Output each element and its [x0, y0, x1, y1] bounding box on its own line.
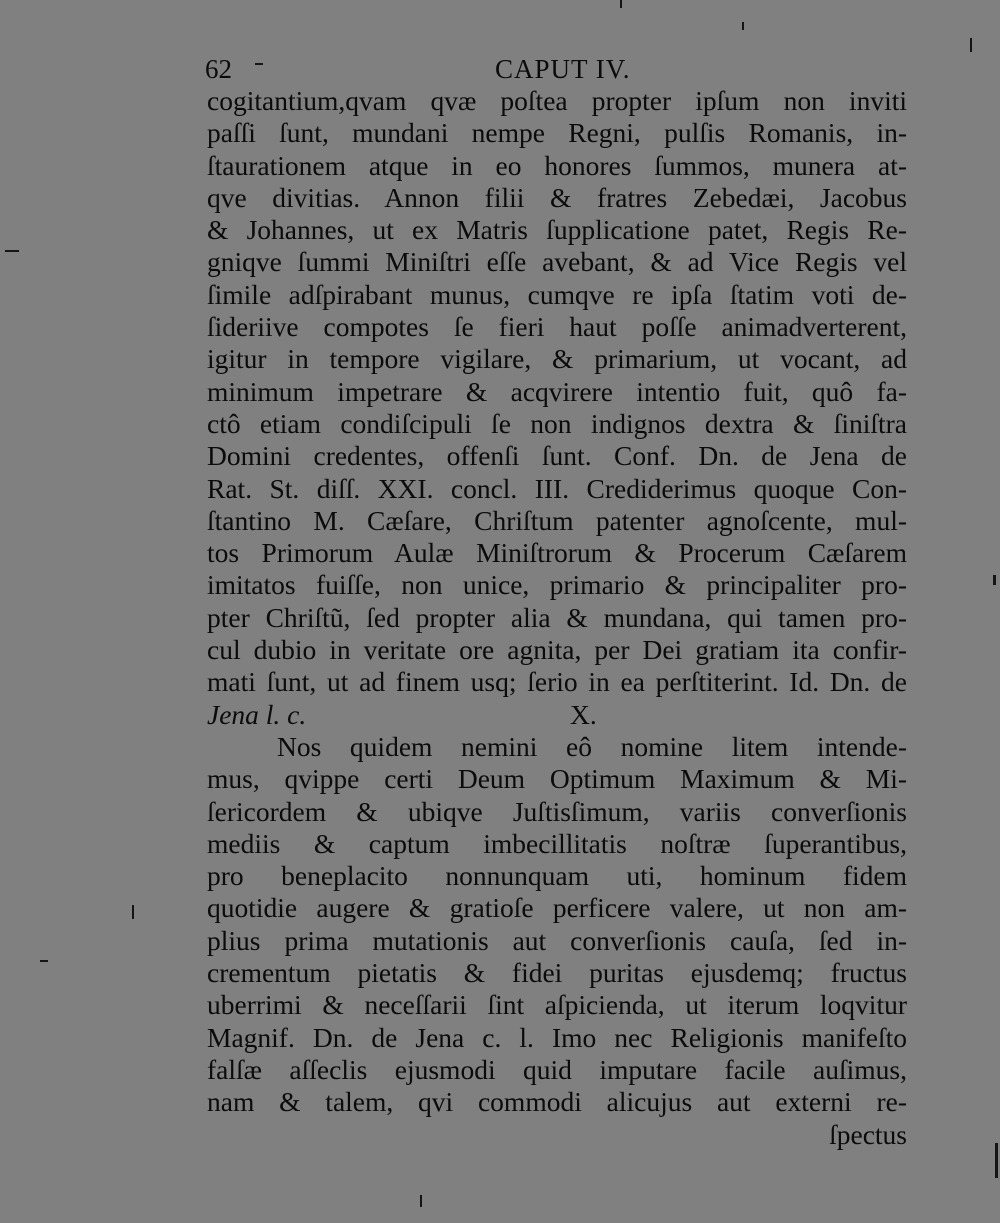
text-line: minimum impetrare & acqvirere intentio fuit, quô fa- [207, 375, 907, 407]
page-number: 62 [205, 54, 232, 84]
scan-speck [995, 1143, 998, 1178]
text-line: Nos quidem nemini eô nomine litem intende- [277, 730, 907, 762]
running-head: CAPUT IV. [495, 54, 631, 84]
text-line: Magnif. Dn. de Jena c. l. Imo nec Religionis manifeſto [207, 1021, 907, 1053]
scan-speck [993, 575, 996, 585]
text-line: ſtaurationem atque in eo honores ſummos, munera at- [207, 149, 907, 181]
text-line: ſimile adſpirabant munus, cumqve re ipſa ſtatim voti de- [207, 278, 907, 310]
text-line: qve divitias. Annon filii & fratres Zebedæi, Jacobus [207, 181, 907, 213]
text-line: ctô etiam condiſcipuli ſe non indignos dextra & ſiniſtra [207, 407, 907, 439]
text-line: paſſi ſunt, mundani nempe Regni, pulſis Romanis, in- [207, 117, 907, 149]
text-line: cul dubio in veritate ore agnita, per Dei gratiam ita confir- [207, 634, 907, 666]
text-line: Domini credentes, offenſi ſunt. Conf. Dn. de Jena de [207, 440, 907, 472]
text-line: pter Chriſtũ, ſed propter alia & mundana, qui tamen pro- [207, 601, 907, 633]
text-line: plius prima mutationis aut converſionis cauſa, ſed in- [207, 924, 907, 956]
text-line: tos Primorum Aulæ Miniſtrorum & Procerum Cæſarem [207, 537, 907, 569]
text-line: mati ſunt, ut ad finem usq; ſerio in ea perſtiterint. Id. Dn. de [207, 666, 907, 698]
body-text [207, 85, 907, 1151]
text-line: uberrimi & neceſſarii ſint aſpicienda, ut iterum loqvitur [207, 989, 907, 1021]
text-line: ſericordem & ubiqve Juſtisſimum, variis converſionis [207, 795, 907, 827]
scan-speck [5, 250, 19, 252]
text-line: gniqve ſummi Miniſtri eſſe avebant, & ad Vice Regis vel [207, 246, 907, 278]
text-line: quotidie augere & gratioſe perficere valere, ut non am- [207, 892, 907, 924]
text-line: ſpectus [829, 1118, 907, 1150]
scan-speck [742, 22, 744, 30]
text-line: Jena l. c. X. [207, 698, 597, 730]
text-line: Rat. St. diſſ. XXI. concl. III. Crediderimus quoque Con- [207, 472, 907, 504]
page-header [205, 52, 905, 86]
text-line: crementum pietatis & fidei puritas ejusdemq; fructus [207, 957, 907, 989]
scan-speck [132, 905, 134, 919]
scan-speck [255, 63, 263, 65]
section-number: X. [570, 698, 597, 730]
text-line: ſideriive compotes ſe fieri haut poſſe animadverterent, [207, 311, 907, 343]
text-line: imitatos fuiſſe, non unice, primario & principaliter pro- [207, 569, 907, 601]
scan-speck [620, 0, 622, 8]
text-line: nam & talem, qvi commodi alicujus aut externi re- [207, 1086, 907, 1118]
scan-speck [970, 38, 972, 52]
text-line: & Johannes, ut ex Matris ſupplicatione patet, Regis Re- [207, 214, 907, 246]
text-line: mus, qvippe certi Deum Optimum Maximum & Mi- [207, 763, 907, 795]
scan-speck [420, 1195, 422, 1207]
text-line: igitur in tempore vigilare, & primarium, ut vocant, ad [207, 343, 907, 375]
text-line: pro beneplacito nonnunquam uti, hominum fidem [207, 860, 907, 892]
scan-speck [40, 960, 48, 962]
text-line: falſæ aſſeclis ejusmodi quid imputare facile auſimus, [207, 1053, 907, 1085]
text-line: mediis & captum imbecillitatis noſtræ ſuperantibus, [207, 827, 907, 859]
text-line: ſtantino M. Cæſare, Chriſtum patenter agnoſcente, mul- [207, 504, 907, 536]
text-line: cogitantium,qvam qvæ poſtea propter ipſum non inviti [207, 85, 907, 116]
